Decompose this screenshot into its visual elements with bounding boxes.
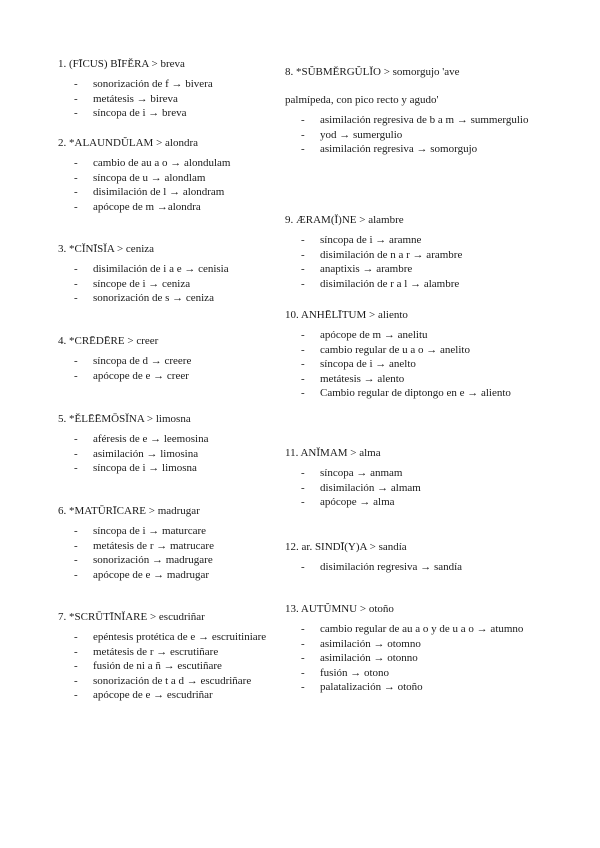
step-list: [285, 233, 565, 291]
entry-7: [58, 610, 308, 703]
entry-11: [285, 446, 565, 510]
entry-heading: 13. AUTŬMNU > otoño: [285, 603, 394, 615]
entry-heading: 2. *ALAUNDŬLAM > alondra: [58, 137, 199, 149]
list-item: - síncopa de i → aramne: [301, 233, 565, 248]
list-item: - palatalización → otoño: [301, 680, 565, 695]
list-item: - yod → sumergulio: [301, 128, 565, 143]
list-item: - apócope de m →alondra: [74, 200, 308, 215]
list-item: - cambio de au a o → alondulam: [74, 156, 308, 171]
list-item: - disimilación de l → alondram: [74, 185, 308, 200]
list-item: - anaptixis → arambre: [301, 262, 565, 277]
list-item: - asimilación regresiva → somorgujo: [301, 142, 565, 157]
entry-2: [58, 136, 308, 214]
step-list: [58, 156, 308, 214]
entry-heading: 8. *SŬBMĔRGŬLĬO > somorgujo 'ave: [285, 66, 460, 78]
list-item: - disimilación de i a e → cenisia: [74, 262, 308, 277]
entry-8: [285, 65, 565, 157]
list-item: - Cambio regular de diptongo en e → aliento: [301, 386, 565, 401]
step-list: [285, 560, 565, 575]
step-list: [285, 622, 565, 695]
list-item: - síncopa de i → breva: [74, 106, 308, 121]
entry-5: [58, 412, 308, 476]
list-item: - cambio regular de u a o → anelito: [301, 343, 565, 358]
entry-heading: 12. ar. SINDĪ(Y)A > sandía: [285, 541, 407, 553]
list-item: - asimilación → otonno: [301, 651, 565, 666]
list-item: - metátesis → bireva: [74, 92, 308, 107]
entry-heading: 10. ANHĒLĪTUM > aliento: [285, 309, 408, 321]
list-item: - metátesis de r → escrutiñare: [74, 645, 308, 660]
entry-13: [285, 602, 565, 695]
list-item: - síncopa de i → limosna: [74, 461, 308, 476]
step-list: [285, 113, 565, 157]
entry-1: [58, 57, 308, 121]
list-item: - apócope de e → creer: [74, 369, 308, 384]
entry-6: [58, 504, 308, 582]
list-item: - disimilación → almam: [301, 481, 565, 496]
entry-heading: 9. ÆRAM(Ĭ)NE > alambre: [285, 214, 404, 226]
step-list: [58, 262, 308, 306]
list-item: - sonorización de s → ceniza: [74, 291, 308, 306]
step-list: [58, 630, 308, 703]
list-item: - apócope de m → anelitu: [301, 328, 565, 343]
entry-heading: 3. *CĬNĪSĬA > ceniza: [58, 243, 155, 255]
list-item: - disimilación de r a l → alambre: [301, 277, 565, 292]
list-item: - disimilación de n a r → arambre: [301, 248, 565, 263]
list-item: - fusión → otono: [301, 666, 565, 681]
entry-12: [285, 540, 565, 575]
list-item: - cambio regular de au a o y de u a o → atumno: [301, 622, 565, 637]
list-item: - sonorización de t a d → escudriñare: [74, 674, 308, 689]
list-item: - aféresis de e → leemosina: [74, 432, 308, 447]
list-item: - apócope → alma: [301, 495, 565, 510]
list-item: - sonorización de f → bivera: [74, 77, 308, 92]
entry-3: [58, 242, 308, 306]
step-list: [58, 524, 308, 582]
entry-heading: 1. (FĪCUS) BĪFĔRA > breva: [58, 58, 185, 70]
list-item: - síncopa de i → maturcare: [74, 524, 308, 539]
entry-heading: 11. ANĬMAM > alma: [285, 447, 381, 459]
entry-heading-continuation: palmípeda, con pico recto y agudo': [285, 94, 439, 106]
list-item: - metátesis → alento: [301, 372, 565, 387]
list-item: - epéntesis protética de e → escruitiniare: [74, 630, 308, 645]
entry-heading: 6. *MATŪRĪCARE > madrugar: [58, 505, 200, 517]
list-item: - sonorización → madrugare: [74, 553, 308, 568]
list-item: - síncopa de i → anelto: [301, 357, 565, 372]
step-list: [285, 328, 565, 401]
list-item: - apócope de e → escudriñar: [74, 688, 308, 703]
entry-10: [285, 308, 565, 401]
list-item: - fusión de ni a ñ → escutiñare: [74, 659, 308, 674]
list-item: - síncopa de u → alondlam: [74, 171, 308, 186]
entry-heading: 4. *CRĒDĒRE > creer: [58, 335, 159, 347]
step-list: [58, 77, 308, 121]
list-item: - síncope de i → ceniza: [74, 277, 308, 292]
list-item: - síncopa → anmam: [301, 466, 565, 481]
list-item: - asimilación → limosina: [74, 447, 308, 462]
entry-4: [58, 334, 308, 383]
list-item: - asimilación regresiva de b a m → summergulio: [301, 113, 565, 128]
step-list: [285, 466, 565, 510]
list-item: - disimilación regresiva → sandía: [301, 560, 565, 575]
step-list: [58, 354, 308, 383]
list-item: - síncopa de d → creere: [74, 354, 308, 369]
list-item: - metátesis de r → matrucare: [74, 539, 308, 554]
list-item: - asimilación → otomno: [301, 637, 565, 652]
entry-heading: 7. *SCRŪTĪNĬARE > escudriñar: [58, 611, 205, 623]
step-list: [58, 432, 308, 476]
entry-heading: 5. *ĔLĒĒMŌSĬNA > limosna: [58, 413, 191, 425]
list-item: - apócope de e → madrugar: [74, 568, 308, 583]
entry-9: [285, 213, 565, 291]
